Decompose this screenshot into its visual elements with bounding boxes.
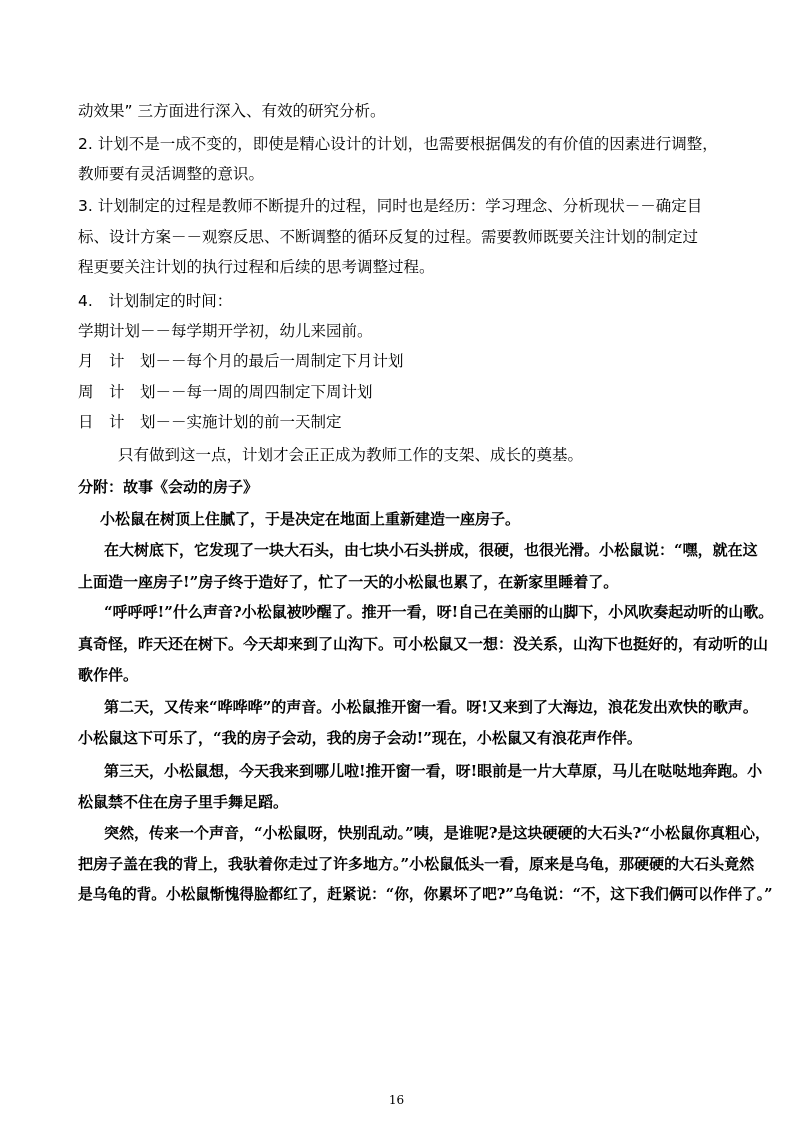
story-line: 在大树底下，它发现了一块大石头，由七块小石头拼成，很硬，也很光滑。小松鼠说：“嘿，就在这	[104, 541, 758, 559]
story-line: 是乌龟的背。小松鼠惭愧得脸都红了，赶紧说：“你，你累坏了吧?”乌龟说：“不，这下我们俩可以作伴了。”	[78, 886, 773, 903]
conclusion: 只有做到这一点，计划才会正正成为教师工作的支架、成长的奠基。	[118, 446, 584, 464]
story-line: 把房子盖在我的背上，我驮着你走过了许多地方。”小松鼠低头一看，原来是乌龟，那硬硬的大石头竟然	[78, 855, 755, 873]
item4-title: 4. 计划制定的时间：	[78, 292, 233, 310]
story-line: “呼呼呼!”什么声音?小松鼠被吵醒了。推开一看，呀!自己在美丽的山脚下，小风吹奏起动听的山歌。	[104, 603, 774, 621]
story-line: 歌作伴。	[78, 666, 139, 684]
story-line: 小松鼠在树顶上住腻了，于是决定在地面上重新建造一座房子。	[100, 510, 521, 528]
story-line: 上面造一座房子!”房子终于造好了，忙了一天的小松鼠也累了，在新家里睡着了。	[78, 573, 619, 591]
story-line: 第三天，小松鼠想，今天我来到哪儿啦!推开窗一看，呀!眼前是一片大草原，马儿在哒哒地奔跑。小	[104, 762, 763, 780]
story-line: 真奇怪，昨天还在树下。今天却来到了山沟下。可小松鼠又一想：没关系，山沟下也挺好的，有动听的山	[78, 635, 769, 653]
appendix-heading: 分附：故事《会动的房子》	[78, 478, 259, 496]
schedule-month: 月 计 划－－每个月的最后一周制定下月计划	[78, 352, 404, 370]
story-line: 小松鼠这下可乐了，“我的房子会动，我的房子会动!”现在，小松鼠又有浪花声作伴。	[78, 729, 642, 747]
item1-tail: 动效果” 三方面进行深入、有效的研究分析。	[78, 102, 386, 120]
item2-line-2: 教师要有灵活调整的意识。	[78, 165, 265, 183]
item3-line-2: 标、设计方案－－观察反思、不断调整的循环反复的过程。需要教师既要关注计划的制定过	[78, 228, 699, 246]
story-line: 松鼠禁不住在房子里手舞足蹈。	[78, 793, 289, 811]
item2-line-1: 2. 计划不是一成不变的，即使是精心设计的计划，也需要根据偶发的有价值的因素进行调整，	[78, 135, 718, 153]
item3-line-1: 3. 计划制定的过程是教师不断提升的过程，同时也是经历：学习理念、分析现状－－确定目	[78, 197, 703, 215]
story-line: 突然，传来一个声音，“小松鼠呀，快别乱动。”咦，是谁呢?是这块硬硬的大石头?“小松鼠你真粗心，	[104, 824, 770, 842]
schedule-term: 学期计划－－每学期开学初，幼儿来园前。	[78, 322, 373, 340]
schedule-day: 日 计 划－－实施计划的前一天制定	[78, 413, 342, 431]
schedule-week: 周 计 划－－每一周的周四制定下周计划	[78, 383, 373, 401]
story-line: 第二天，又传来“哗哗哗”的声音。小松鼠推开窗一看。呀!又来到了大海边，浪花发出欢快的歌声。	[104, 698, 758, 716]
item3-line-3: 程更要关注计划的执行过程和后续的思考调整过程。	[78, 258, 435, 276]
page-number: 16	[388, 1093, 405, 1107]
